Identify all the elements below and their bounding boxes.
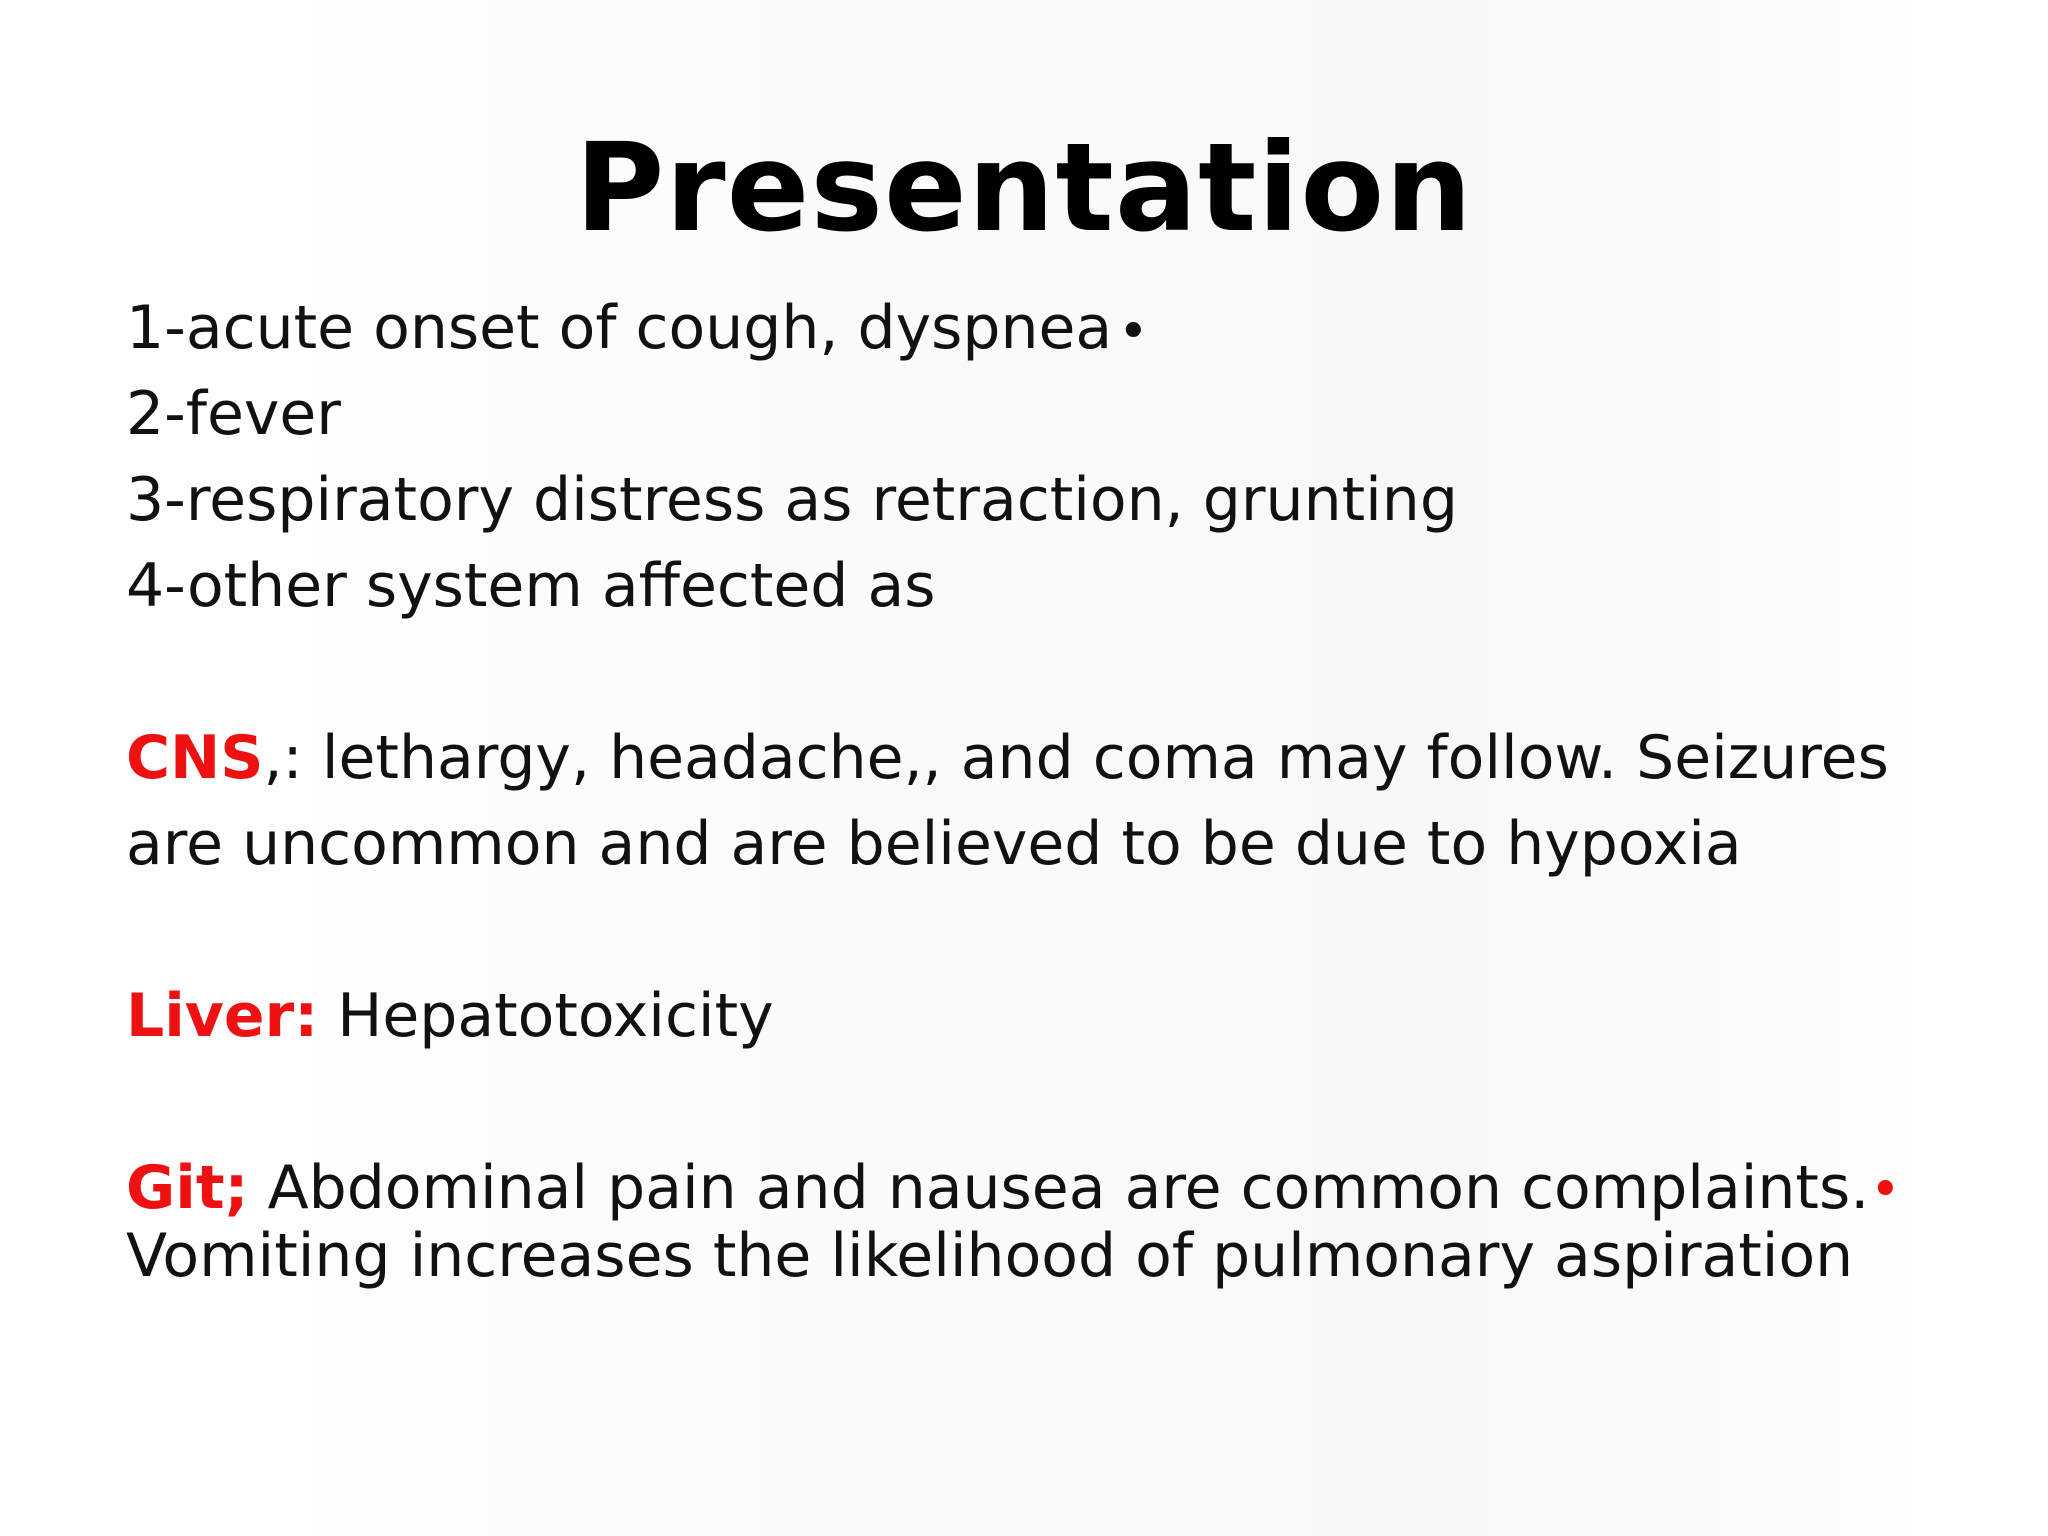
cns-label: CNS [126,723,264,793]
slide-title: Presentation [575,117,1473,259]
liver-line [126,980,774,1052]
list-item-2: 2-fever [126,379,341,449]
git-text-1: Abdominal pain and nausea are common complaints. [248,1153,1870,1223]
red-bullet-icon: • [1870,1160,1901,1220]
git-label: Git; [126,1153,249,1223]
git-line-2: Vomiting increases the likelihood of pulmonary aspiration [126,1221,1854,1291]
git-line-1 [126,1152,1869,1224]
cns-line-1 [126,722,1889,794]
cns-line-2: are uncommon and are believed to be due to hypoxia [126,809,1742,879]
liver-label: Liver: [126,981,319,1051]
list-item-1: 1-acute onset of cough, dyspnea [126,293,1113,363]
liver-text: Hepatotoxicity [318,981,774,1051]
list-item-3: 3-respiratory distress as retraction, grunting [126,465,1458,535]
list-item-4: 4-other system affected as [126,551,936,621]
bullet-icon: • [1118,302,1149,362]
cns-text-1: ,: lethargy, headache,, and coma may follow. Seizures [263,723,1889,793]
